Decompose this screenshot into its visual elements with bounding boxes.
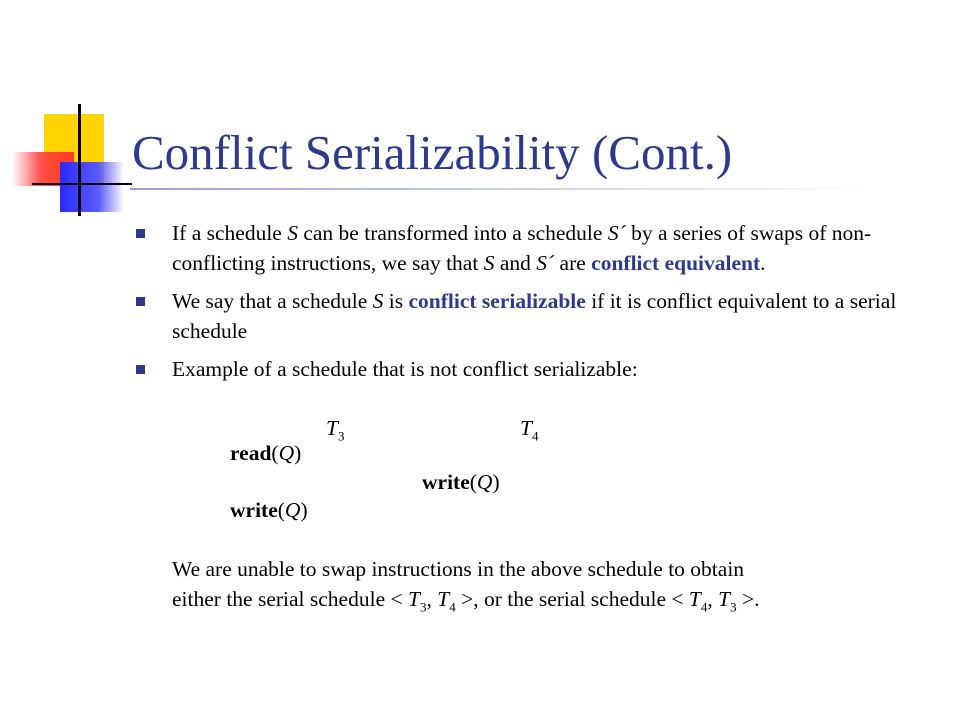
- var-s: S: [287, 221, 298, 245]
- schedule-op: write(Q): [422, 470, 500, 494]
- text: We say that a schedule: [172, 289, 373, 313]
- title-underline: [130, 188, 870, 190]
- schedule-header-t4: $T_4$: [520, 416, 539, 444]
- logo-blue-square: [60, 162, 124, 212]
- schedule-op: read(Q): [230, 441, 302, 465]
- text: by a series of swaps of non-conflicting instructions, we say that: [172, 221, 872, 275]
- text: and: [494, 251, 537, 275]
- term-conflict-serializable: conflict serializable: [408, 289, 586, 313]
- schedule-header-t3: $T_3$: [326, 416, 345, 444]
- var-s-prime: S´: [536, 251, 555, 275]
- bullet-item: [132, 354, 912, 384]
- text: Example of a schedule that is not conflict serializable:: [172, 357, 638, 381]
- var-s: S: [372, 289, 384, 313]
- explanation-paragraph: [172, 554, 932, 622]
- bullet-list: [132, 218, 912, 392]
- text: can be transformed into a schedule: [297, 221, 608, 245]
- bullet-square-icon: [136, 365, 145, 374]
- text: either the serial schedule < $T_3$, $T_4$ >, or the serial schedule < $T_4$, $T_3$ >.: [172, 587, 760, 615]
- schedule-op: write(Q): [230, 498, 308, 522]
- bullet-square-icon: [136, 297, 145, 306]
- var-s: S: [483, 251, 495, 275]
- text: .: [760, 251, 766, 275]
- var-s-prime: S´: [607, 221, 626, 245]
- logo-horizontal-line: [32, 183, 132, 185]
- text: If a schedule: [172, 221, 288, 245]
- text: are: [554, 251, 592, 275]
- text: We are unable to swap instructions in the above schedule to obtain: [172, 557, 745, 581]
- text: if it is conflict equivalent to a serial schedule: [172, 289, 897, 343]
- logo-vertical-line: [78, 104, 81, 216]
- bullet-item: [132, 218, 912, 278]
- slide-title: Conflict Serializability (Cont.): [132, 125, 733, 180]
- bullet-square-icon: [136, 229, 145, 238]
- bullet-item: [132, 286, 912, 346]
- slide-logo: [0, 0, 140, 230]
- term-conflict-equivalent: conflict equivalent: [591, 251, 761, 275]
- text: is: [383, 289, 409, 313]
